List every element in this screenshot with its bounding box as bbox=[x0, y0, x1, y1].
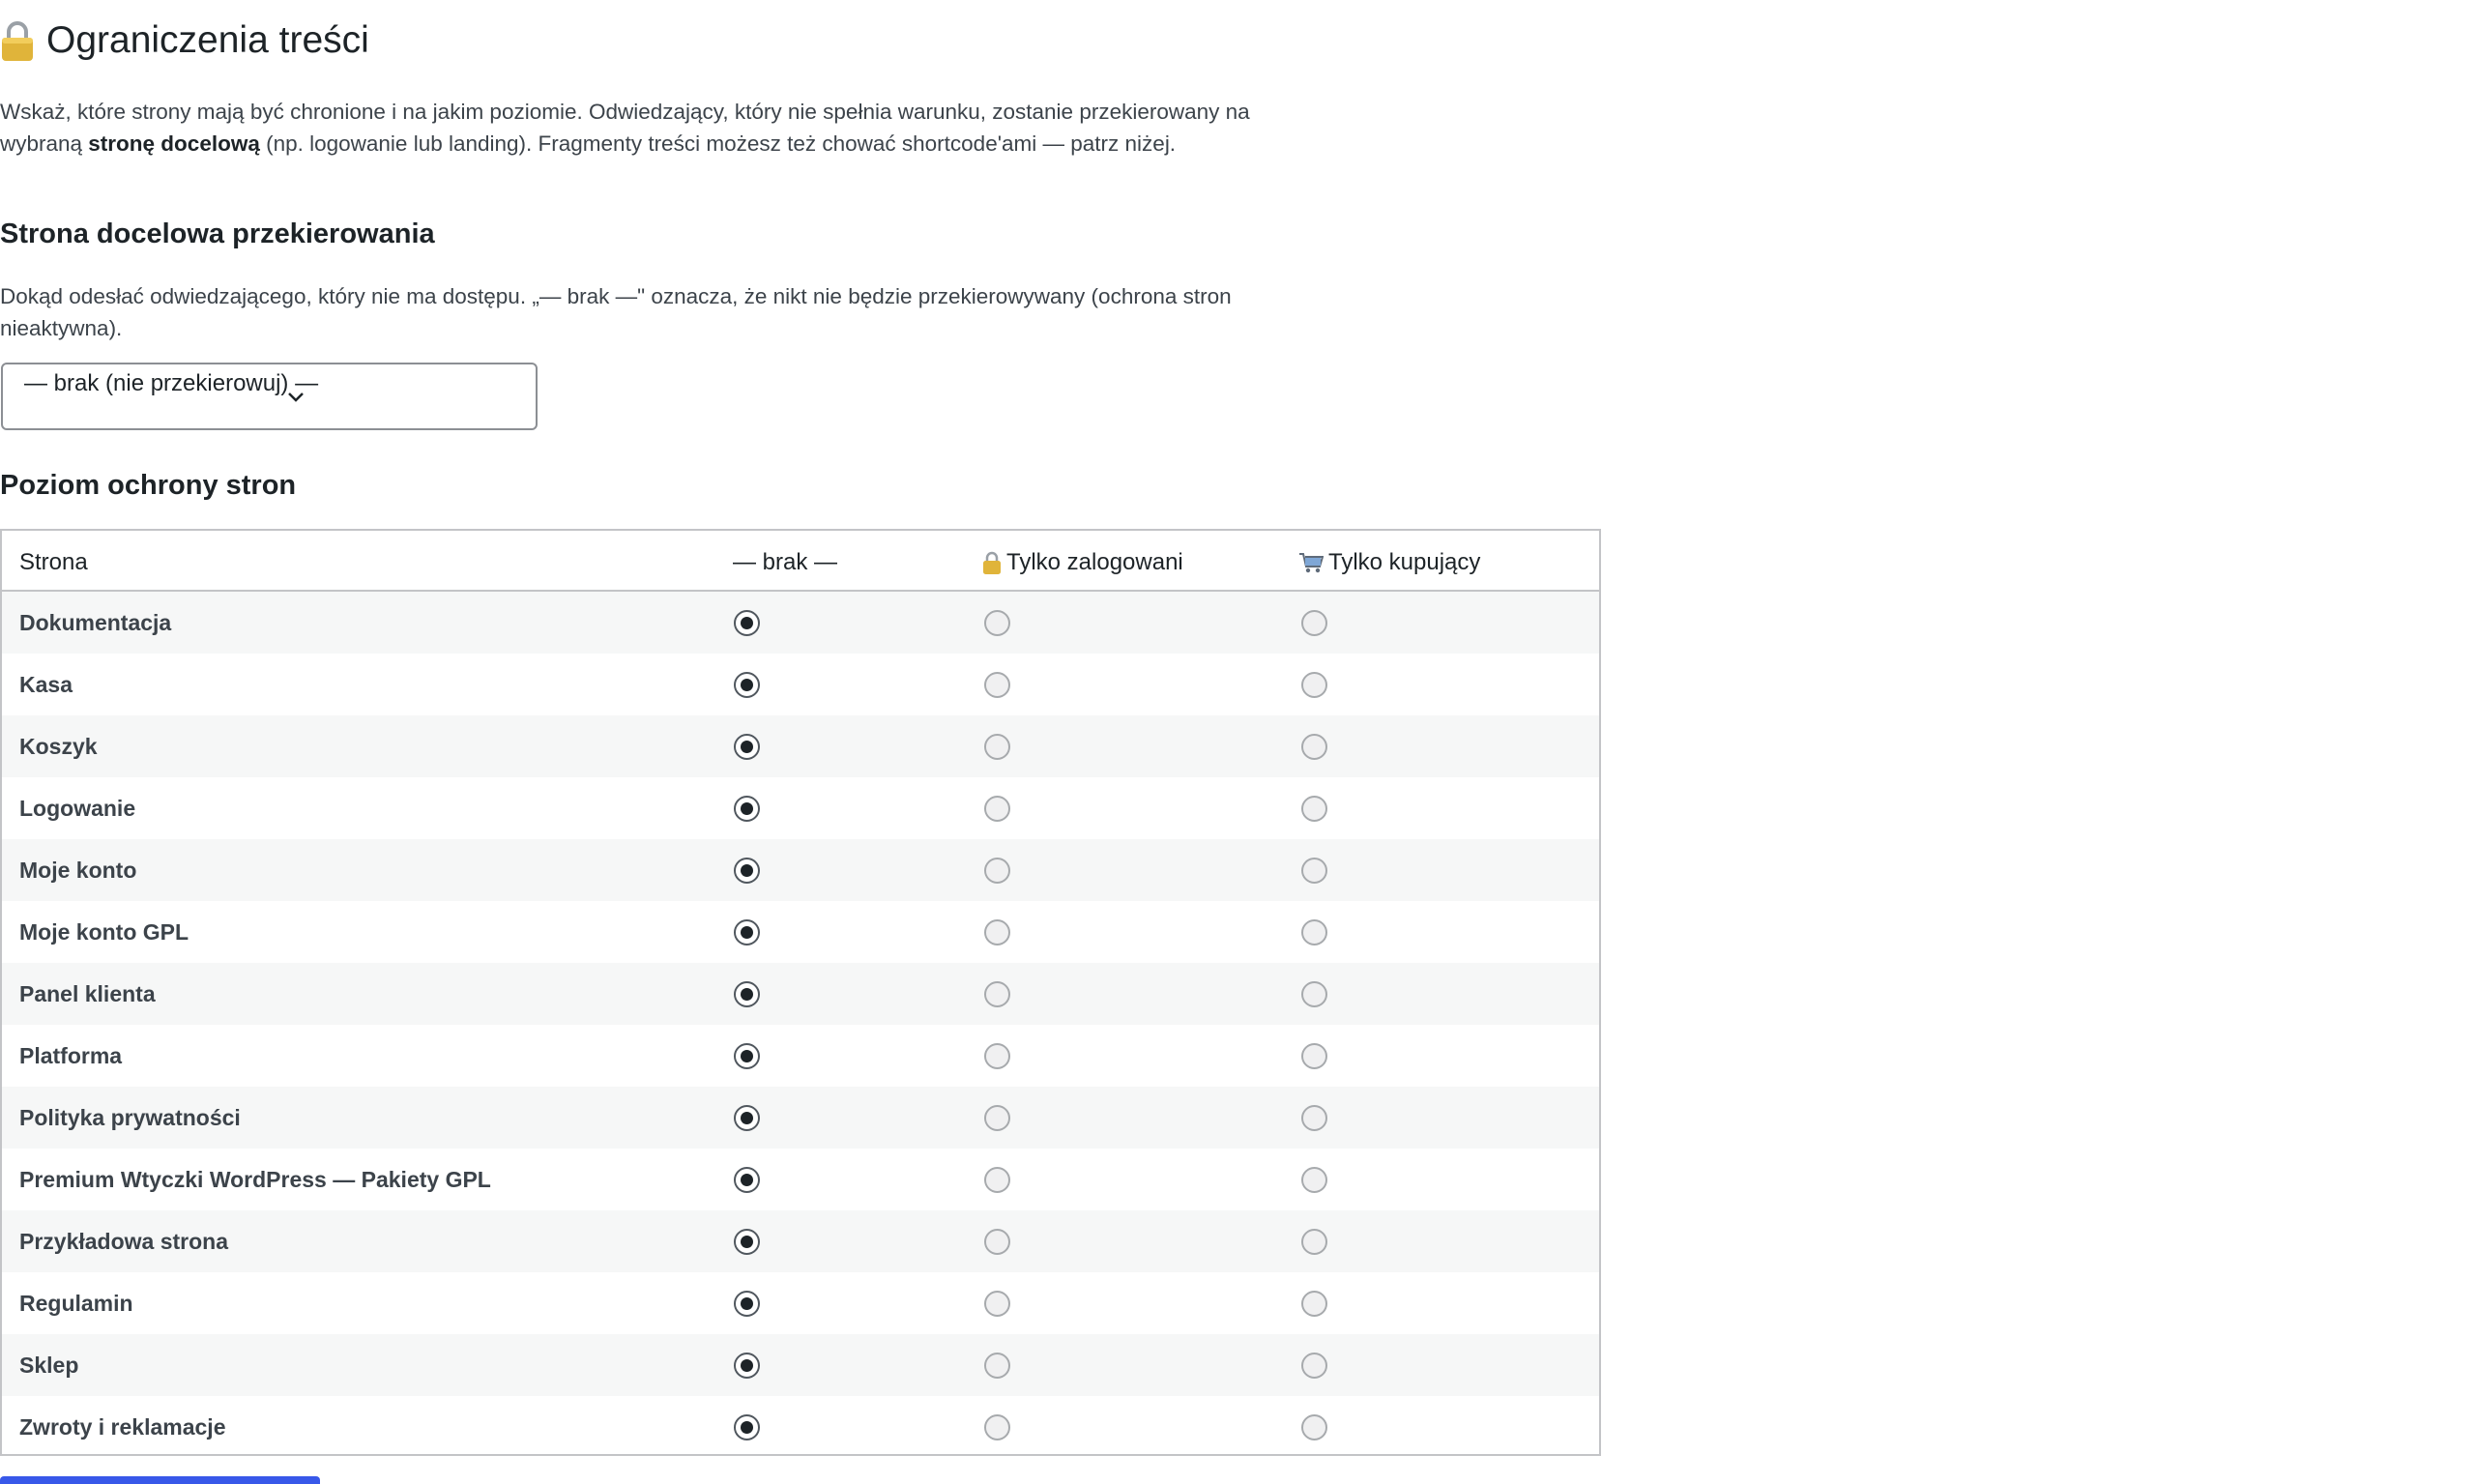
page-name: Przykładowa strona bbox=[19, 1229, 229, 1254]
radio-none[interactable] bbox=[734, 796, 760, 822]
radio-logged-in[interactable] bbox=[984, 1043, 1010, 1069]
lock-icon bbox=[982, 550, 1002, 575]
table-row bbox=[2, 1025, 1599, 1087]
radio-none[interactable] bbox=[734, 610, 760, 636]
radio-none[interactable] bbox=[734, 1414, 760, 1440]
radio-none[interactable] bbox=[734, 919, 760, 946]
radio-buyers[interactable] bbox=[1301, 1043, 1327, 1069]
table-row bbox=[2, 963, 1599, 1025]
page-name: Regulamin bbox=[19, 1291, 133, 1316]
radio-logged-in[interactable] bbox=[984, 1353, 1010, 1379]
radio-buyers[interactable] bbox=[1301, 796, 1327, 822]
radio-none[interactable] bbox=[734, 1043, 760, 1069]
column-header-page: Strona bbox=[19, 549, 88, 575]
table-row bbox=[2, 1210, 1599, 1272]
protection-table bbox=[0, 529, 1601, 1456]
radio-buyers[interactable] bbox=[1301, 1291, 1327, 1317]
cart-icon bbox=[1298, 551, 1324, 574]
page-name: Moje konto GPL bbox=[19, 919, 189, 945]
page-title bbox=[0, 17, 369, 64]
page-name: Sklep bbox=[19, 1353, 79, 1378]
protection-level-heading: Poziom ochrony stron bbox=[0, 470, 297, 501]
redirect-page-select[interactable] bbox=[1, 363, 538, 430]
radio-logged-in[interactable] bbox=[984, 981, 1010, 1007]
table-row bbox=[2, 1149, 1599, 1210]
chevron-down-icon bbox=[287, 392, 305, 403]
redirect-select-value: — brak (nie przekierowuj) — bbox=[24, 370, 319, 396]
table-row bbox=[2, 715, 1599, 777]
radio-logged-in[interactable] bbox=[984, 1229, 1010, 1255]
radio-logged-in[interactable] bbox=[984, 610, 1010, 636]
page-name: Moje konto bbox=[19, 858, 137, 883]
page-name: Koszyk bbox=[19, 734, 98, 759]
column-header-none: — brak — bbox=[733, 549, 838, 575]
radio-buyers[interactable] bbox=[1301, 610, 1327, 636]
table-row bbox=[2, 839, 1599, 901]
page-title-text: Ograniczenia treści bbox=[46, 19, 369, 61]
redirect-description: Dokąd odesłać odwiedzającego, który nie ma dostępu. „— brak —" oznacza, że nikt nie będzie przekierowywany (ochrona stron nieaktywna). bbox=[0, 284, 1232, 340]
page-name: Zwroty i reklamacje bbox=[19, 1414, 226, 1440]
table-header bbox=[2, 531, 1599, 592]
table-row bbox=[2, 654, 1599, 715]
column-header-logged-in: Tylko zalogowani bbox=[982, 548, 1183, 577]
radio-none[interactable] bbox=[734, 858, 760, 884]
radio-logged-in[interactable] bbox=[984, 672, 1010, 698]
radio-buyers[interactable] bbox=[1301, 1167, 1327, 1193]
radio-buyers[interactable] bbox=[1301, 981, 1327, 1007]
radio-logged-in[interactable] bbox=[984, 1291, 1010, 1317]
radio-logged-in[interactable] bbox=[984, 1414, 1010, 1440]
radio-none[interactable] bbox=[734, 734, 760, 760]
radio-none[interactable] bbox=[734, 1291, 760, 1317]
page-name: Kasa bbox=[19, 672, 73, 697]
radio-none[interactable] bbox=[734, 1105, 760, 1131]
column-header-buyers: Tylko kupujący bbox=[1298, 548, 1480, 577]
page-name: Premium Wtyczki WordPress — Pakiety GPL bbox=[19, 1167, 491, 1192]
page-name: Panel klienta bbox=[19, 981, 156, 1006]
page-name: Platforma bbox=[19, 1043, 123, 1068]
save-button[interactable] bbox=[0, 1476, 320, 1484]
radio-buyers[interactable] bbox=[1301, 1229, 1327, 1255]
radio-logged-in[interactable] bbox=[984, 919, 1010, 946]
radio-logged-in[interactable] bbox=[984, 796, 1010, 822]
radio-none[interactable] bbox=[734, 672, 760, 698]
page-name: Polityka prywatności bbox=[19, 1105, 241, 1130]
radio-logged-in[interactable] bbox=[984, 1167, 1010, 1193]
table-row bbox=[2, 592, 1599, 654]
redirect-heading: Strona docelowa przekierowania bbox=[0, 218, 435, 249]
page-name: Dokumentacja bbox=[19, 610, 172, 635]
table-row bbox=[2, 901, 1599, 963]
radio-buyers[interactable] bbox=[1301, 734, 1327, 760]
radio-none[interactable] bbox=[734, 1167, 760, 1193]
radio-none[interactable] bbox=[734, 1353, 760, 1379]
radio-buyers[interactable] bbox=[1301, 919, 1327, 946]
intro-text: Wskaż, które strony mają być chronione i na jakim poziomie. Odwiedzający, który nie spełnia warunku, zostanie przekierowany na wybraną stronę docelową (np. logowanie lub landing). Fragmenty treści możesz też chować shortcode'ami — patrz niżej. bbox=[0, 100, 1250, 156]
radio-buyers[interactable] bbox=[1301, 858, 1327, 884]
lock-icon bbox=[0, 19, 35, 62]
radio-logged-in[interactable] bbox=[984, 734, 1010, 760]
table-row bbox=[2, 1396, 1599, 1458]
radio-logged-in[interactable] bbox=[984, 1105, 1010, 1131]
radio-buyers[interactable] bbox=[1301, 1414, 1327, 1440]
table-row bbox=[2, 777, 1599, 839]
table-row bbox=[2, 1272, 1599, 1334]
target-page-emphasis: stronę docelową bbox=[88, 131, 260, 156]
radio-logged-in[interactable] bbox=[984, 858, 1010, 884]
table-row bbox=[2, 1087, 1599, 1149]
radio-buyers[interactable] bbox=[1301, 1105, 1327, 1131]
radio-buyers[interactable] bbox=[1301, 1353, 1327, 1379]
table-row bbox=[2, 1334, 1599, 1396]
page-name: Logowanie bbox=[19, 796, 136, 821]
radio-none[interactable] bbox=[734, 1229, 760, 1255]
radio-buyers[interactable] bbox=[1301, 672, 1327, 698]
radio-none[interactable] bbox=[734, 981, 760, 1007]
